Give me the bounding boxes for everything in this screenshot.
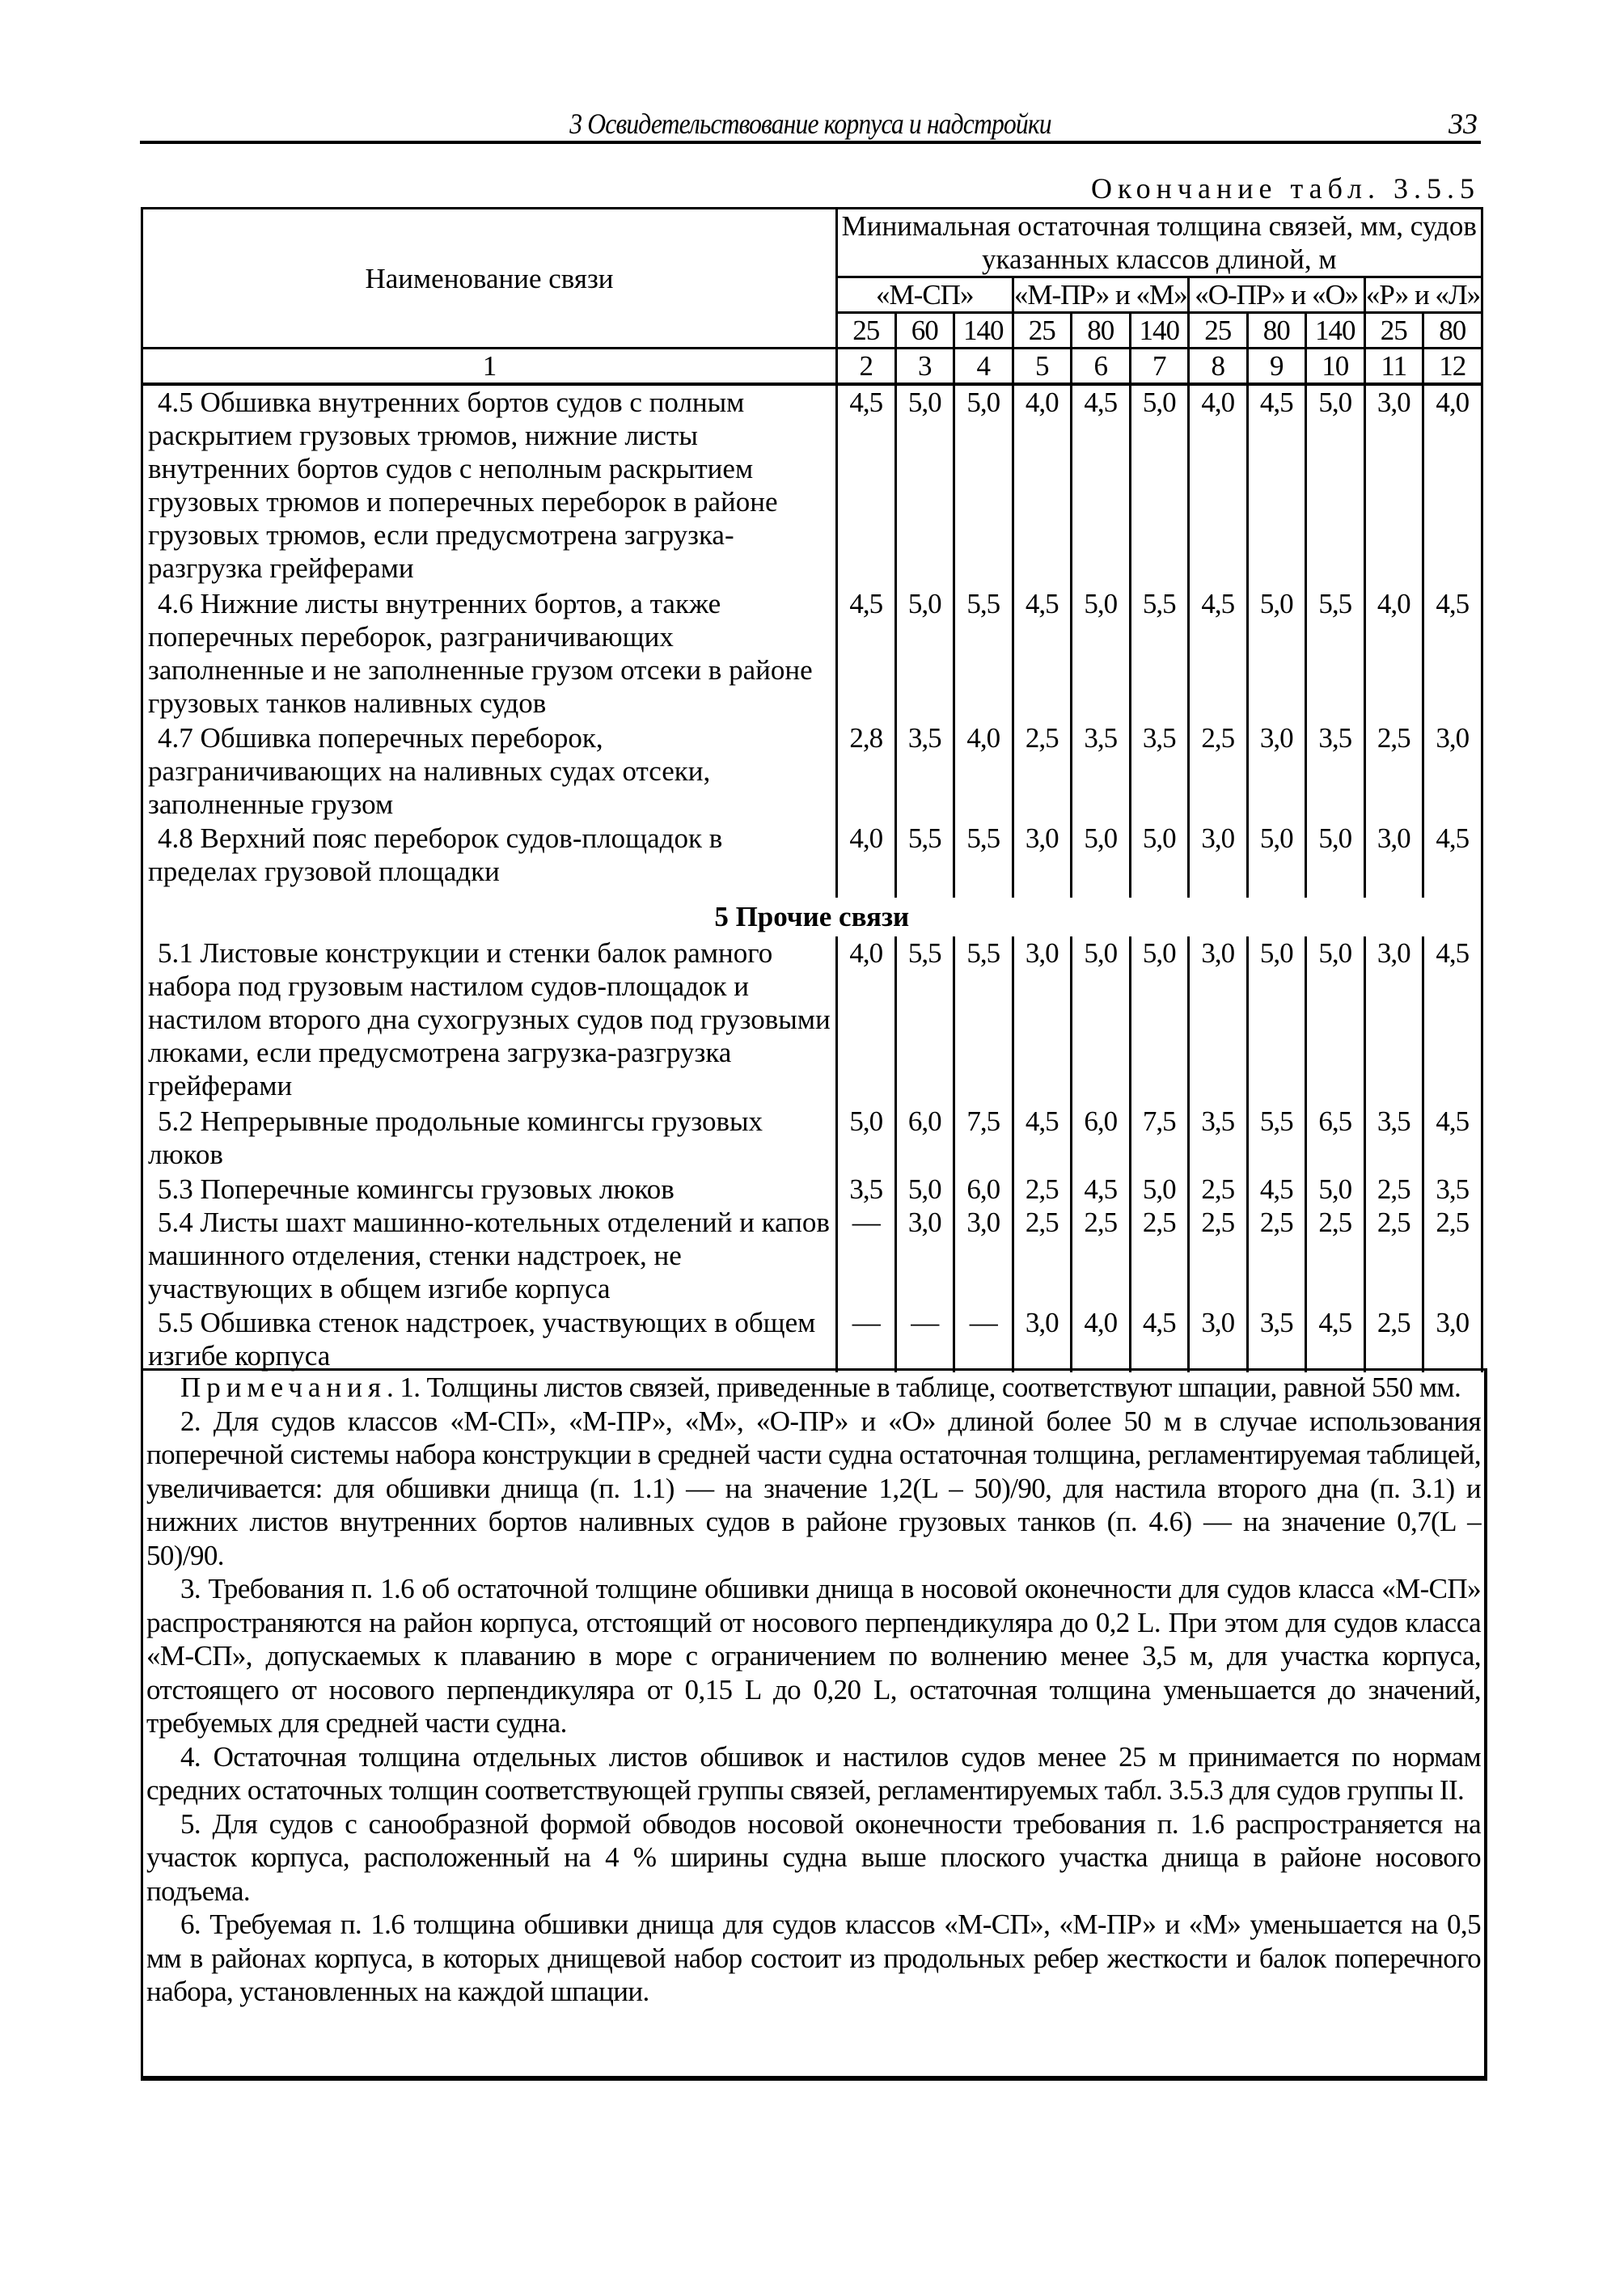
column-number: 4	[954, 349, 1013, 385]
thickness-value: 2,5	[1189, 1173, 1248, 1206]
note-1: Примечания. 1. Толщины листов связей, приведенные в таблице, соответствуют шпации, равной 550 мм.	[180, 1372, 1461, 1403]
thickness-value: 3,5	[1247, 1306, 1306, 1372]
note-5: 5. Для судов с санообразной формой обводов носовой оконечности требования п. 1.6 распространяется на участок корпуса, расположенный на 4 % ширины судна выше плоского участка днища в районе носового подъема.	[146, 1807, 1481, 1907]
thickness-value: —	[837, 1306, 896, 1372]
main-table	[141, 207, 1483, 1372]
thickness-value: 3,0	[1247, 721, 1306, 822]
thickness-value: 4,0	[1189, 384, 1248, 587]
element-name-cell	[142, 1105, 837, 1173]
element-name: 4.7 Обшивка поперечных переборок, разграничивающих на наливных судах отсеки, заполненные грузом	[148, 722, 711, 820]
thickness-value: 2,5	[1130, 1206, 1189, 1306]
length-header: 140	[954, 313, 1013, 349]
thickness-value: 3,0	[1364, 384, 1423, 587]
thickness-value: 4,0	[1364, 587, 1423, 721]
thickness-value: 6,0	[954, 1173, 1013, 1206]
thickness-value: 5,0	[1072, 822, 1131, 898]
thickness-value: 5,5	[895, 936, 954, 1105]
thickness-value: 2,5	[1013, 1206, 1072, 1306]
thickness-value: 6,0	[1072, 1105, 1131, 1173]
element-name: 4.6 Нижние листы внутренних бортов, а также поперечных переборок, разграничивающих заполненные и не заполненные грузом отсеки в районе грузовых танков наливных судов	[148, 588, 813, 719]
thickness-value: 4,5	[837, 587, 896, 721]
element-name: 5.1 Листовые конструкции и стенки балок рамного набора под грузовым настилом судов-площадок и настилом второго дна сухогрузных судов под грузовыми люками, если предусмотрена загрузка-разгрузка грейферами	[148, 937, 831, 1101]
thickness-value: 5,0	[1306, 936, 1365, 1105]
page-header	[140, 95, 1481, 144]
thickness-value: 3,0	[1013, 1306, 1072, 1372]
class-group-header: «М-СП»	[837, 277, 1013, 313]
thickness-value: 5,0	[1247, 936, 1306, 1105]
column-number-row	[142, 349, 1482, 385]
thickness-value: 3,0	[1364, 822, 1423, 898]
thickness-value: 5,0	[1306, 822, 1365, 898]
thickness-value: 4,5	[1306, 1306, 1365, 1372]
note-4: 4. Остаточная толщина отдельных листов обшивок и настилов судов менее 25 м принимается по нормам средних остаточных толщин соответствующей группы связей, регламентируемых табл. 3.5.3 для судов группы II.	[146, 1740, 1481, 1806]
thickness-value: —	[837, 1206, 896, 1306]
thickness-value: 3,5	[1423, 1173, 1482, 1206]
thickness-value: 2,5	[1072, 1206, 1131, 1306]
element-name-cell	[142, 384, 837, 587]
thickness-value: 2,5	[1423, 1206, 1482, 1306]
thickness-value: 5,5	[954, 936, 1013, 1105]
thickness-value: 4,5	[1247, 1173, 1306, 1206]
thickness-value: 2,5	[1189, 1206, 1248, 1306]
thickness-value: 3,0	[1189, 822, 1248, 898]
thickness-value: 5,0	[1306, 384, 1365, 587]
class-group-header: «О-ПР» и «О»	[1189, 277, 1365, 313]
thickness-value: 5,0	[1072, 936, 1131, 1105]
thickness-value: 5,5	[895, 822, 954, 898]
thickness-value: —	[895, 1306, 954, 1372]
thickness-value: 5,0	[1247, 822, 1306, 898]
thickness-value: 4,5	[1130, 1306, 1189, 1372]
thickness-value: 2,5	[1364, 721, 1423, 822]
thickness-value: 4,0	[1013, 384, 1072, 587]
note-2: 2. Для судов классов «М-СП», «М-ПР», «М», «О-ПР» и «О» длиной более 50 м в случае использования поперечной системы набора конструкции в средней части судна остаточная толщина, регламентируемая таблицей, увеличивается: для обшивки днища (п. 1.1) — на значение 1,2(L – 50)/90, для настила второго дна (п. 3.1) и нижних листов внутренних бортов наливных судов в районе грузовых танков (п. 4.6) — на значение 0,7(L – 50)/90.	[146, 1405, 1481, 1571]
table-row	[142, 1173, 1482, 1206]
column-number: 9	[1247, 349, 1306, 385]
thickness-value: 3,5	[895, 721, 954, 822]
note-3: 3. Требования п. 1.6 об остаточной толщине обшивки днища в носовой оконечности для судов класса «М-СП» распространяются на район корпуса, отстоящий от носового перпендикуляра до 0,2 L. При этом для судов класса «М-СП», допускаемых к плаванию в море с ограничением по волнению менее 3,5 м, для участка корпуса, отстоящего от носового перпендикуляра от 0,15 L до 0,20 L, остаточная толщина уменьшается до значений, требуемых для средней части судна.	[146, 1573, 1481, 1739]
element-name-cell	[142, 721, 837, 822]
thickness-value: 5,0	[1130, 822, 1189, 898]
thickness-value: 3,5	[1306, 721, 1365, 822]
thickness-value: 5,5	[1247, 1105, 1306, 1173]
thickness-value: 2,5	[1013, 1173, 1072, 1206]
column-number: 5	[1013, 349, 1072, 385]
thickness-value: 4,5	[1189, 587, 1248, 721]
thickness-table	[141, 207, 1480, 1372]
note-1-text: Толщины листов связей, приведенные в таблице, соответствуют шпации, равной 550 мм.	[426, 1372, 1461, 1403]
thickness-value: 3,5	[1130, 721, 1189, 822]
length-header: 80	[1423, 313, 1482, 349]
length-header: 25	[1189, 313, 1248, 349]
thickness-value: 4,5	[1423, 1105, 1482, 1173]
thickness-value: 6,0	[895, 1105, 954, 1173]
thickness-value: 5,5	[954, 822, 1013, 898]
thickness-value: 5,5	[1306, 587, 1365, 721]
thickness-value: 5,0	[1130, 384, 1189, 587]
element-name: 5.2 Непрерывные продольные комингсы грузовых люков	[148, 1105, 763, 1170]
thickness-value: 5,0	[1072, 587, 1131, 721]
thickness-value: 5,0	[1130, 1173, 1189, 1206]
table-row	[142, 721, 1482, 822]
thickness-value: 3,0	[895, 1206, 954, 1306]
col-header-min-thickness: Минимальная остаточная толщина связей, мм, судов указанных классов длиной, м	[837, 209, 1482, 277]
thickness-value: 4,0	[837, 822, 896, 898]
column-number: 2	[837, 349, 896, 385]
thickness-value: 3,0	[954, 1206, 1013, 1306]
length-header: 25	[1013, 313, 1072, 349]
notes-box	[141, 1368, 1487, 2081]
thickness-value: 3,0	[1189, 936, 1248, 1105]
class-group-header: «Р» и «Л»	[1364, 277, 1482, 313]
thickness-value: 4,0	[954, 721, 1013, 822]
element-name: 5.4 Листы шахт машинно-котельных отделений и капов машинного отделения, стенки надстроек, не участвующих в общем изгибе корпуса	[148, 1207, 830, 1304]
thickness-value: 4,0	[1072, 1306, 1131, 1372]
thickness-value: 4,5	[837, 384, 896, 587]
length-header: 25	[1364, 313, 1423, 349]
thickness-value: 3,0	[1423, 721, 1482, 822]
column-number: 11	[1364, 349, 1423, 385]
element-name: 4.5 Обшивка внутренних бортов судов с полным раскрытием грузовых трюмов, нижние листы внутренних бортов судов с неполным раскрытием грузовых трюмов и поперечных переборок в районе грузовых трюмов, если предусмотрена загрузка-разгрузка грейферами	[148, 387, 778, 584]
thickness-value: 3,0	[1423, 1306, 1482, 1372]
length-header: 140	[1130, 313, 1189, 349]
column-number: 12	[1423, 349, 1482, 385]
thickness-value: 2,5	[1364, 1306, 1423, 1372]
thickness-value: 4,5	[1072, 1173, 1131, 1206]
thickness-value: 5,0	[1130, 936, 1189, 1105]
thickness-value: 5,0	[954, 384, 1013, 587]
thickness-value: 4,5	[1423, 822, 1482, 898]
thickness-value: 2,5	[1364, 1206, 1423, 1306]
element-name-cell	[142, 1306, 837, 1372]
thickness-value: 2,5	[1247, 1206, 1306, 1306]
thickness-value: 5,0	[895, 587, 954, 721]
table-row	[142, 384, 1482, 587]
thickness-value: 7,5	[1130, 1105, 1189, 1173]
column-number: 8	[1189, 349, 1248, 385]
thickness-value: 4,5	[1013, 587, 1072, 721]
thickness-value: 7,5	[954, 1105, 1013, 1173]
element-name-cell	[142, 822, 837, 898]
length-header: 25	[837, 313, 896, 349]
thickness-value: 3,5	[837, 1173, 896, 1206]
table-row	[142, 1105, 1482, 1173]
thickness-value: 4,5	[1072, 384, 1131, 587]
running-title: 3 Освидетельствование корпуса и надстройки	[569, 108, 1051, 140]
length-header: 80	[1072, 313, 1131, 349]
thickness-value: 4,0	[1423, 384, 1482, 587]
thickness-value: 5,0	[895, 1173, 954, 1206]
thickness-value: 5,0	[837, 1105, 896, 1173]
thickness-value: 4,5	[1013, 1105, 1072, 1173]
thickness-value: 4,5	[1423, 587, 1482, 721]
thickness-value: 3,5	[1189, 1105, 1248, 1173]
thickness-value: 3,0	[1013, 936, 1072, 1105]
col-header-name: Наименование связи	[142, 209, 837, 349]
table-row	[142, 822, 1482, 898]
thickness-value: 2,5	[1364, 1173, 1423, 1206]
thickness-value: 3,5	[1364, 1105, 1423, 1173]
element-name: 4.8 Верхний пояс переборок судов-площадок в пределах грузовой площадки	[148, 822, 723, 887]
table-caption: Окончание табл. 3.5.5	[1090, 172, 1480, 205]
column-number: 10	[1306, 349, 1365, 385]
thickness-value: 4,0	[837, 936, 896, 1105]
column-number: 6	[1072, 349, 1131, 385]
thickness-value: 5,5	[1130, 587, 1189, 721]
thickness-value: 5,0	[1247, 587, 1306, 721]
thickness-value: 3,0	[1013, 822, 1072, 898]
element-name-cell	[142, 1173, 837, 1206]
thickness-value: 3,0	[1364, 936, 1423, 1105]
notes-label: Примечания	[180, 1372, 387, 1403]
thickness-value: 5,0	[895, 384, 954, 587]
length-header: 140	[1306, 313, 1365, 349]
note-6: 6. Требуемая п. 1.6 толщина обшивки днища для судов классов «М-СП», «М-ПР» и «М» уменьшается на 0,5 мм в районах корпуса, в которых днищевой набор состоит из продольных ребер жесткости и балок поперечного набора, установленных на каждой шпации.	[146, 1908, 1481, 2007]
thickness-value: 6,5	[1306, 1105, 1365, 1173]
thickness-value: 4,5	[1423, 936, 1482, 1105]
thickness-value: 2,5	[1306, 1206, 1365, 1306]
element-name-cell	[142, 936, 837, 1105]
column-number: 1	[142, 349, 837, 385]
element-name-cell	[142, 1206, 837, 1306]
thickness-value: 5,5	[954, 587, 1013, 721]
table-row	[142, 1206, 1482, 1306]
thickness-value: 2,8	[837, 721, 896, 822]
thickness-value: 2,5	[1189, 721, 1248, 822]
thickness-value: 4,5	[1247, 384, 1306, 587]
element-name: 5.5 Обшивка стенок надстроек, участвующих в общем изгибе корпуса	[148, 1307, 816, 1372]
section-heading: 5 Прочие связи	[142, 898, 1482, 936]
thickness-value: 3,5	[1072, 721, 1131, 822]
thickness-value: 2,5	[1013, 721, 1072, 822]
table-row	[142, 587, 1482, 721]
table-row	[142, 936, 1482, 1105]
element-name-cell	[142, 587, 837, 721]
length-header: 80	[1247, 313, 1306, 349]
element-name: 5.3 Поперечные комингсы грузовых люков	[158, 1173, 675, 1205]
table-row	[142, 1306, 1482, 1372]
thickness-value: 3,0	[1189, 1306, 1248, 1372]
length-header: 60	[895, 313, 954, 349]
column-number: 7	[1130, 349, 1189, 385]
section-heading-row	[142, 898, 1482, 936]
thickness-value: 5,0	[1306, 1173, 1365, 1206]
class-group-header: «М-ПР» и «М»	[1013, 277, 1189, 313]
column-number: 3	[895, 349, 954, 385]
thickness-value: —	[954, 1306, 1013, 1372]
page-number: 33	[1448, 108, 1478, 140]
